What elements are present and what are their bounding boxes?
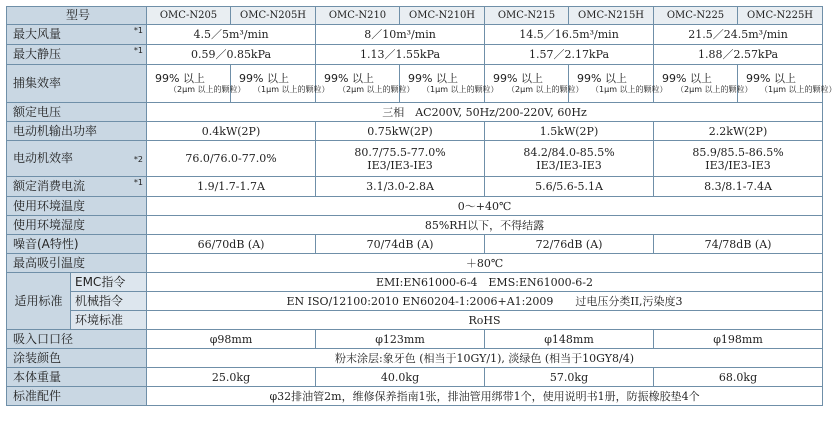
value-cell: 1.5kW(2P) [485,122,654,141]
efficiency-row [7,65,823,103]
intake-temp-row [7,254,823,273]
efficiency-cell: 99% 以上 （2μm 以上的颗粒） [147,65,231,103]
paint-row [7,349,823,368]
model-name: OMC-N225 [654,7,738,25]
row-label: 吸入口口径 [7,330,147,349]
value-cell: 70/74dB (A) [316,235,485,254]
row-label: 噪音(A特性) [7,235,147,254]
model-name: OMC-N210H [400,7,485,25]
emc-row [7,273,823,292]
value-cell: 21.5／24.5m³/min [654,25,823,45]
value-cell: 1.88／2.57kPa [654,45,823,65]
efficiency-cell: 99% 以上 （1μm 以上的颗粒） [400,65,485,103]
efficiency-cell: 99% 以上 （1μm 以上的颗粒） [231,65,316,103]
value-cell: 0～+40℃ [147,197,823,216]
value-cell: 72/76dB (A) [485,235,654,254]
noise-row [7,235,823,254]
current-row [7,177,823,197]
value-cell: 68.0kg [654,368,823,387]
temperature-row [7,197,823,216]
standards-group-label: 适用标准 [7,273,71,330]
value-cell: 1.9/1.7-1.7A [147,177,316,197]
model-name: OMC-N215H [569,7,654,25]
value-cell: 5.6/5.6-5.1A [485,177,654,197]
value-cell: 66/70dB (A) [147,235,316,254]
footnote-mark: *1 [133,178,144,187]
sub-label: 环境标准 [71,311,147,330]
row-label: 捕集效率 [7,65,147,103]
model-name: OMC-N225H [738,7,823,25]
humidity-row [7,216,823,235]
model-label: 型号 [7,7,147,25]
row-label: 使用环境温度 [7,197,147,216]
model-name: OMC-N205 [147,7,231,25]
value-cell: 25.0kg [147,368,316,387]
max-airflow-row [7,25,823,45]
efficiency-cell: 99% 以上 （1μm 以上的颗粒） [569,65,654,103]
header-row [7,7,823,25]
weight-row [7,368,823,387]
row-label: 涂装颜色 [7,349,147,368]
row-label: 额定消费电流 *1 [7,177,147,197]
value-cell: φ148mm [485,330,654,349]
value-cell: 0.75kW(2P) [316,122,485,141]
value-cell: 1.13／1.55kPa [316,45,485,65]
value-cell: 8／10m³/min [316,25,485,45]
value-cell: 57.0kg [485,368,654,387]
motor-power-row [7,122,823,141]
row-label: 使用环境湿度 [7,216,147,235]
value-cell: φ123mm [316,330,485,349]
value-cell: 14.5／16.5m³/min [485,25,654,45]
value-cell: 三相 AC200V, 50Hz/200-220V, 60Hz [147,103,823,122]
spec-table [6,6,837,406]
row-label: 额定电压 [7,103,147,122]
model-name: OMC-N210 [316,7,400,25]
row-label: 最大静压 *1 [7,45,147,65]
intake-diameter-row [7,330,823,349]
value-cell: 85.9/85.5-86.5% IE3/IE3-IE3 [654,141,823,177]
value-cell: φ32排油管2m，维修保养指南1张，排油管用绑带1个，使用说明书1册，防振橡胶垫4个 [147,387,823,406]
row-label: 本体重量 [7,368,147,387]
footnote-mark: *1 [133,26,144,35]
efficiency-cell: 99% 以上 （2μm 以上的颗粒） [316,65,400,103]
sub-label: EMC指令 [71,273,147,292]
row-label: 最高吸引温度 [7,254,147,273]
value-cell: 0.4kW(2P) [147,122,316,141]
value-cell: 74/78dB (A) [654,235,823,254]
value-cell: 1.57／2.17kPa [485,45,654,65]
footnote-mark: *1 [133,46,144,55]
voltage-row [7,103,823,122]
value-cell: 84.2/84.0-85.5% IE3/IE3-IE3 [485,141,654,177]
value-cell: φ98mm [147,330,316,349]
sub-label: 机械指令 [71,292,147,311]
max-static-row [7,45,823,65]
efficiency-cell: 99% 以上 （2μm 以上的颗粒） [485,65,569,103]
motor-efficiency-row [7,141,823,177]
env-row [7,311,823,330]
value-cell: EN ISO/12100:2010 EN60204-1:2006+A1:2009 过电压分类II,污染度3 [147,292,823,311]
efficiency-cell: 99% 以上 （1μm 以上的颗粒） [738,65,823,103]
value-cell: 8.3/8.1-7.4A [654,177,823,197]
model-name: OMC-N215 [485,7,569,25]
value-cell: EMI:EN61000-6-4 EMS:EN61000-6-2 [147,273,823,292]
row-label: 标准配件 [7,387,147,406]
row-label: 电动机输出功率 [7,122,147,141]
model-name: OMC-N205H [231,7,316,25]
value-cell: 2.2kW(2P) [654,122,823,141]
value-cell: RoHS [147,311,823,330]
value-cell: ＋80℃ [147,254,823,273]
value-cell: 76.0/76.0-77.0% [147,141,316,177]
value-cell: 4.5／5m³/min [147,25,316,45]
value-cell: φ198mm [654,330,823,349]
value-cell: 85%RH以下，不得结露 [147,216,823,235]
value-cell: 80.7/75.5-77.0% IE3/IE3-IE3 [316,141,485,177]
efficiency-cell: 99% 以上 （2μm 以上的颗粒） [654,65,738,103]
row-label: 最大风量 *1 [7,25,147,45]
value-cell: 3.1/3.0-2.8A [316,177,485,197]
value-cell: 0.59／0.85kPa [147,45,316,65]
footnote-mark: *2 [133,155,144,164]
machine-row [7,292,823,311]
row-label: 电动机效率 *2 [7,141,147,177]
accessories-row [7,387,823,406]
value-cell: 40.0kg [316,368,485,387]
value-cell: 粉末涂层:象牙色 (相当于10GY/1), 淡绿色 (相当于10GY8/4) [147,349,823,368]
